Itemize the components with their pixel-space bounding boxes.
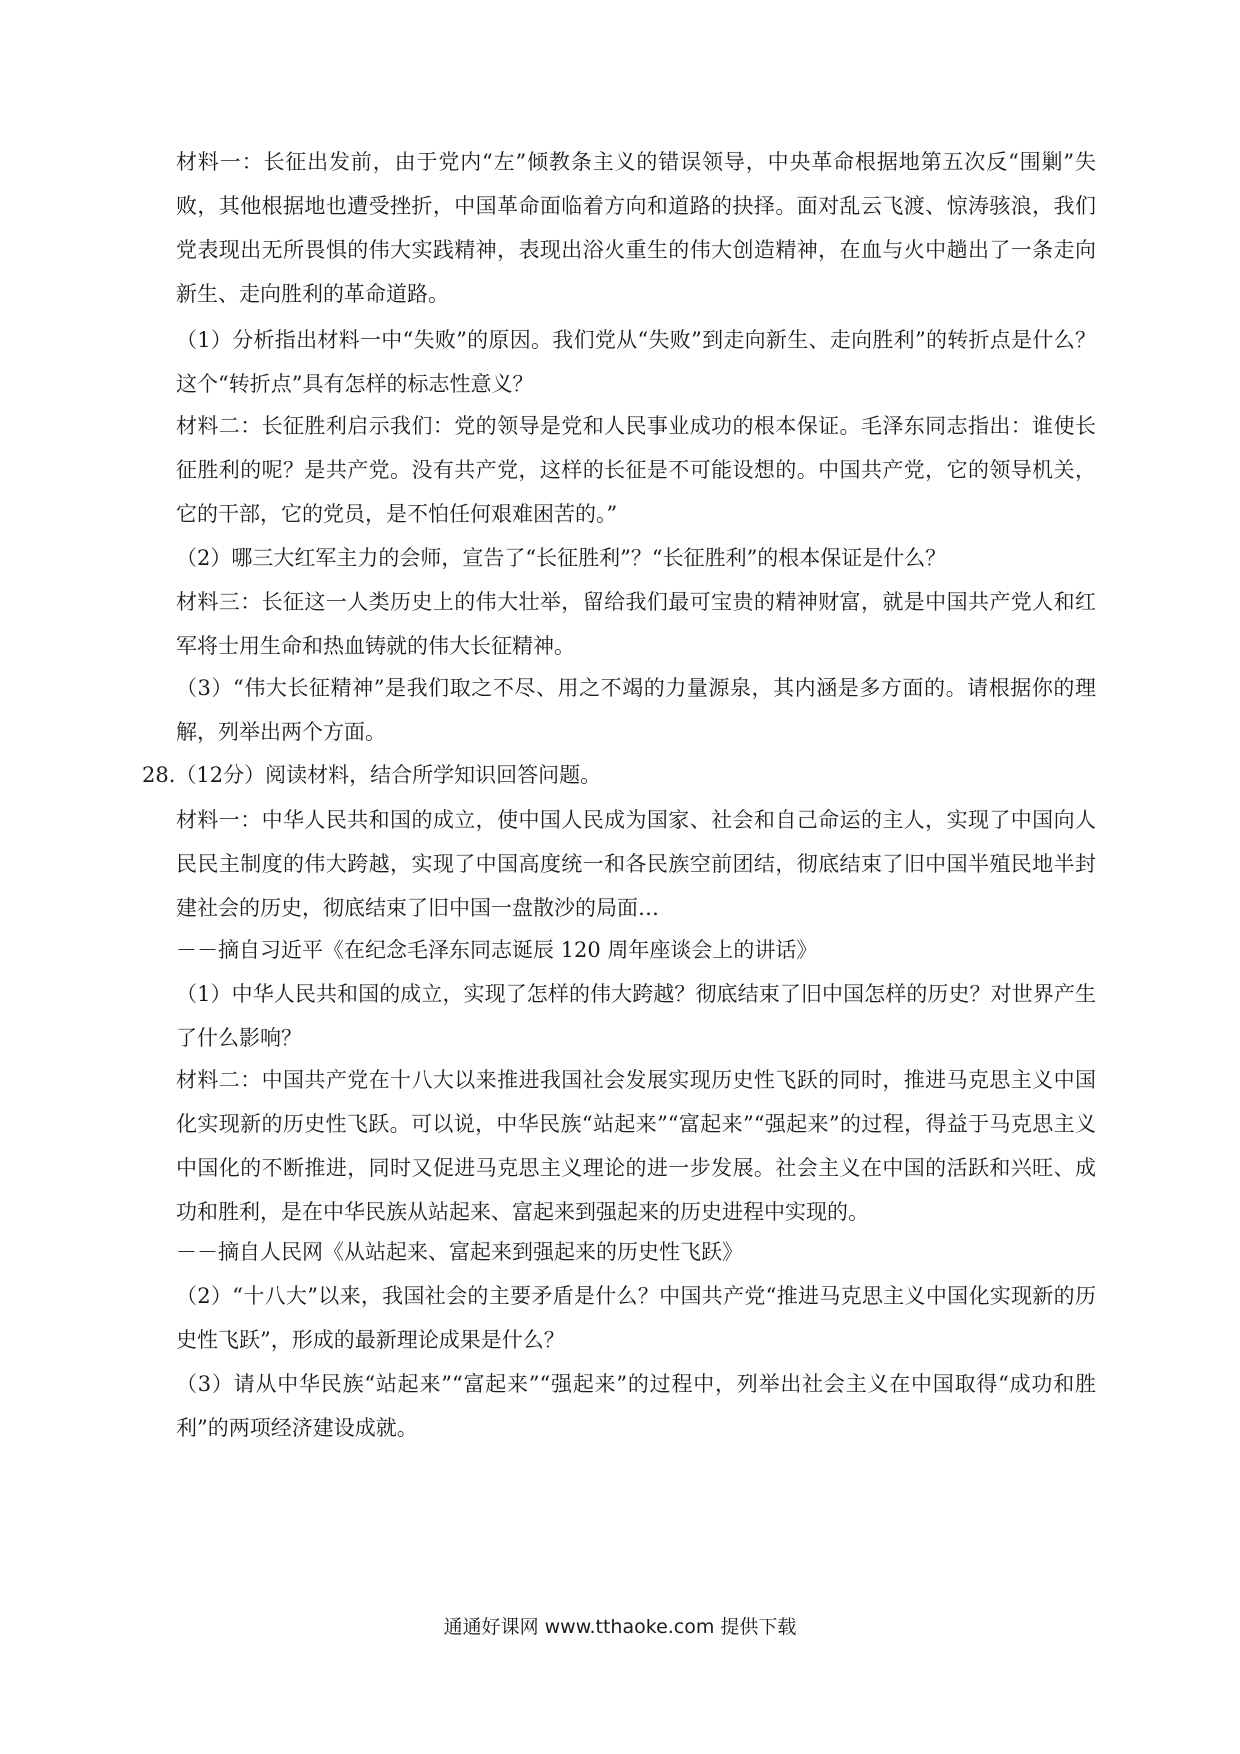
q28-question-3: （3）请从中华民族“站起来”“富起来”“强起来”的过程中，列举出社会主义在中国取得“成功和胜利”的两项经济建设成就。	[176, 1372, 1096, 1440]
question-1-failure-reason: （1）分析指出材料一中“失败”的原因。我们党从“失败”到走向新生、走向胜利”的转折点是什么？这个“转折点”具有怎样的标志性意义？	[176, 328, 1096, 396]
material-three-spirit: 材料三：长征这一人类历史上的伟大壮举，留给我们最可宝贵的精神财富，就是中国共产党人和红军将士用生命和热血铸就的伟大长征精神。	[176, 590, 1096, 658]
material-one-long-march: 材料一：长征出发前，由于党内“左”倾教条主义的错误领导，中央革命根据地第五次反“围剿”失败，其他根据地也遭受挫折，中国革命面临着方向和道路的抉择。面对乱云飞渡、惊涛骇浪，我们党表现出无所畏惧的伟大实践精神，表现出浴火重生的伟大创造精神，在血与火中趟出了一条走向新生、走向胜利的革命道路。	[176, 150, 1096, 306]
q28-material-two: 材料二：中国共产党在十八大以来推进我国社会发展实现历史性飞跃的同时，推进马克思主义中国化实现新的历史性飞跃。可以说，中华民族“站起来”“富起来”“强起来”的过程，得益于马克思主义中国化的不断推进，同时又促进马克思主义理论的进一步发展。社会主义在中国的活跃和兴旺、成功和胜利，是在中华民族从站起来、富起来到强起来的历史进程中实现的。	[176, 1068, 1096, 1224]
q28-material-one: 材料一：中华人民共和国的成立，使中国人民成为国家、社会和自己命运的主人，实现了中国向人民民主制度的伟大跨越，实现了中国高度统一和各民族空前团结，彻底结束了旧中国半殖民地半封建社会的历史，彻底结束了旧中国一盘散沙的局面…	[176, 808, 1096, 920]
question-3-spirit: （3）“伟大长征精神”是我们取之不尽、用之不竭的力量源泉，其内涵是多方面的。请根据你的理解，列举出两个方面。	[176, 676, 1096, 744]
q28-question-1: （1）中华人民共和国的成立，实现了怎样的伟大跨越？彻底结束了旧中国怎样的历史？对世界产生了什么影响？	[176, 982, 1096, 1050]
page-footer: 通通好课网 www.tthaoke.com 提供下载	[443, 1616, 797, 1638]
q28-source-two: －－摘自人民网《从站起来、富起来到强起来的历史性飞跃》	[176, 1240, 743, 1264]
question-2-victory: （2）哪三大红军主力的会师，宣告了“长征胜利”？“长征胜利”的根本保证是什么？	[176, 546, 947, 570]
q28-question-2: （2）“十八大”以来，我国社会的主要矛盾是什么？中国共产党“推进马克思主义中国化实现新的历史性飞跃”，形成的最新理论成果是什么？	[176, 1284, 1096, 1352]
q28-source-one: －－摘自习近平《在纪念毛泽东同志诞辰 120 周年座谈会上的讲话》	[176, 938, 818, 962]
material-two-party-leadership: 材料二：长征胜利启示我们：党的领导是党和人民事业成功的根本保证。毛泽东同志指出：谁使长征胜利的呢？是共产党。没有共产党，这样的长征是不可能设想的。中国共产党，它的领导机关，它的干部，它的党员，是不怕任何艰难困苦的。”	[176, 414, 1096, 526]
question-28-heading: 28.（12分）阅读材料，结合所学知识回答问题。	[142, 763, 602, 787]
